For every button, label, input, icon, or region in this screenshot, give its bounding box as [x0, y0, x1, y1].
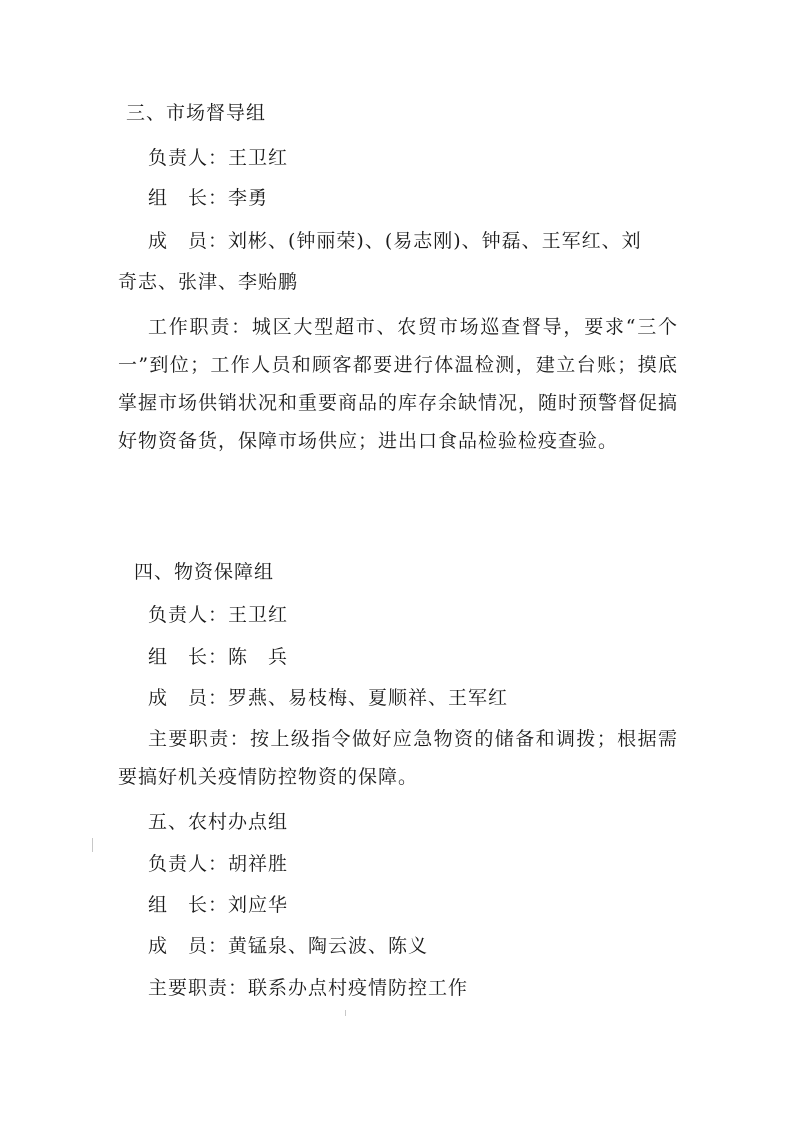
members-label: 成 员： [148, 935, 229, 957]
members-line [148, 229, 642, 253]
head-label: 组 长： [148, 187, 229, 209]
duty-paragraph: 工作职责：城区大型超市、农贸市场巡查督导，要求“三个一”到位；工作人员和顾客都要进行体温检测，建立台账；摸底掌握市场供销状况和重要商品的库存余缺情况，随时预警督促搞好物资备货，保障市场供应；进出口食品检验检疫查验。 [118, 316, 679, 452]
leader-line [148, 146, 288, 170]
members-line-continued: 奇志、张津、李贻鹏 [118, 271, 299, 293]
leader-label: 负责人： [148, 853, 229, 875]
head-name: 李勇 [228, 187, 269, 209]
head-label: 组 长： [148, 646, 229, 668]
leader-name: 王卫红 [228, 604, 289, 626]
leader-label: 负责人： [148, 604, 229, 626]
scan-artifact [345, 1010, 346, 1016]
head-label: 组 长： [148, 894, 229, 916]
leader-label: 负责人： [148, 147, 229, 169]
head-line [148, 645, 288, 669]
leader-line [148, 603, 288, 627]
duty-paragraph: 主要职责：按上级指令做好应急物资的储备和调拨；根据需要搞好机关疫情防控物资的保障。 [118, 728, 678, 788]
scan-artifact [92, 838, 93, 852]
head-name: 陈 兵 [228, 646, 289, 668]
leader-line [148, 852, 288, 876]
members-label: 成 员： [148, 230, 229, 252]
members-names: 罗燕、易枝梅、夏顺祥、王军红 [228, 687, 509, 709]
members-line [148, 934, 428, 958]
section-heading: 四、物资保障组 [134, 561, 275, 583]
duty-line: 主要职责：联系办点村疫情防控工作 [148, 977, 469, 999]
head-line [148, 186, 268, 210]
head-name: 刘应华 [228, 894, 289, 916]
members-label: 成 员： [148, 687, 229, 709]
section-heading: 三、市场督导组 [126, 102, 267, 124]
head-line [148, 893, 288, 917]
members-line [148, 686, 508, 710]
leader-name: 胡祥胜 [228, 853, 289, 875]
section-heading: 五、农村办点组 [148, 811, 289, 833]
leader-name: 王卫红 [228, 147, 289, 169]
members-names: 黄锰泉、陶云波、陈义 [228, 935, 429, 957]
members-names: 刘彬、(钟丽荣)、(易志刚)、钟磊、王军红、刘 [228, 230, 642, 252]
